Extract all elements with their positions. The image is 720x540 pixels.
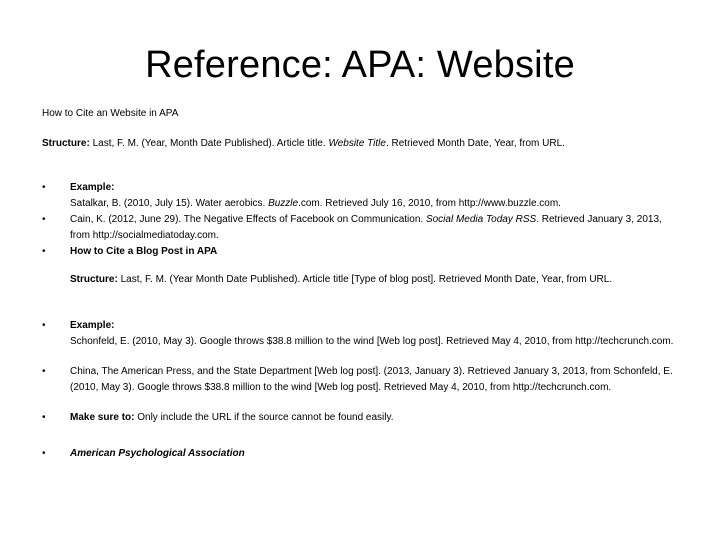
example-blog-2: China, The American Press, and the State Department [Web log post]. (2013, January 3). Retrieved January 3, 2013, from Schonfeld, E. (2010, May 3). Google throws $38.8 million to the wind [Web log post]. Retrieved May 4, 2010, from http://techcrunch.com.: [70, 366, 673, 393]
example-blog-label: Example:: [70, 320, 115, 331]
footer-text: American Psychological Association: [70, 448, 245, 459]
make-sure-text: Only include the URL if the source cannot be found easily.: [134, 412, 394, 423]
example-blog: [70, 318, 680, 350]
structure-label: Structure:: [42, 138, 90, 149]
footer-note: [42, 446, 682, 462]
structure-website: [42, 136, 565, 152]
make-sure-note: [70, 410, 680, 426]
make-sure-label: Make sure to:: [70, 412, 135, 423]
example-blog-1: Schonfeld, E. (2010, May 3). Google throws $38.8 million to the wind [Web log post]. Retrieved May 4, 2010, from http://techcrunch.com.: [70, 336, 674, 347]
structure-blog: [70, 272, 612, 288]
structure-text-a: Last, F. M. (Year, Month Date Published). Article title.: [89, 138, 329, 149]
bullet: •: [42, 448, 46, 459]
structure-text-b: . Retrieved Month Date, Year, from URL.: [385, 138, 565, 149]
bullet: •: [42, 366, 46, 377]
example-2-text-a: Cain, K. (2012, June 29). The Negative Effects of Facebook on Communication.: [70, 214, 426, 225]
bullet: •: [42, 320, 46, 331]
structure-italic: Website Title: [328, 138, 386, 149]
blog-heading: How to Cite a Blog Post in APA: [70, 246, 218, 257]
bullet: •: [42, 182, 46, 193]
example-label: Example:: [70, 182, 115, 193]
structure-blog-text: Last, F. M. (Year Month Date Published). Article title [Type of blog post]. Retrieved Month Date, Year, from URL.: [117, 274, 613, 285]
example-2-italic: Social Media Today RSS: [425, 214, 537, 225]
example-website-2: [70, 212, 680, 244]
section-heading: How to Cite an Website in APA: [42, 108, 179, 119]
bullet: •: [42, 412, 46, 423]
example-1-text-a: Satalkar, B. (2010, July 15). Water aerobics.: [70, 198, 269, 209]
blog-examples: [42, 318, 682, 428]
example-1-text-b: .com. Retrieved July 16, 2010, from http://www.buzzle.com.: [298, 198, 561, 209]
example-website: [70, 180, 680, 212]
example-2-text-b: . Retrieved January 3, 2013, from http://socialmediatoday.com.: [70, 214, 662, 241]
slide-title: Reference: APA: Website: [145, 44, 575, 86]
example-1-italic: Buzzle: [268, 198, 299, 209]
structure-blog-label: Structure:: [70, 274, 118, 285]
bullet: •: [42, 214, 46, 225]
website-examples: [42, 180, 682, 260]
bullet: •: [42, 246, 46, 257]
